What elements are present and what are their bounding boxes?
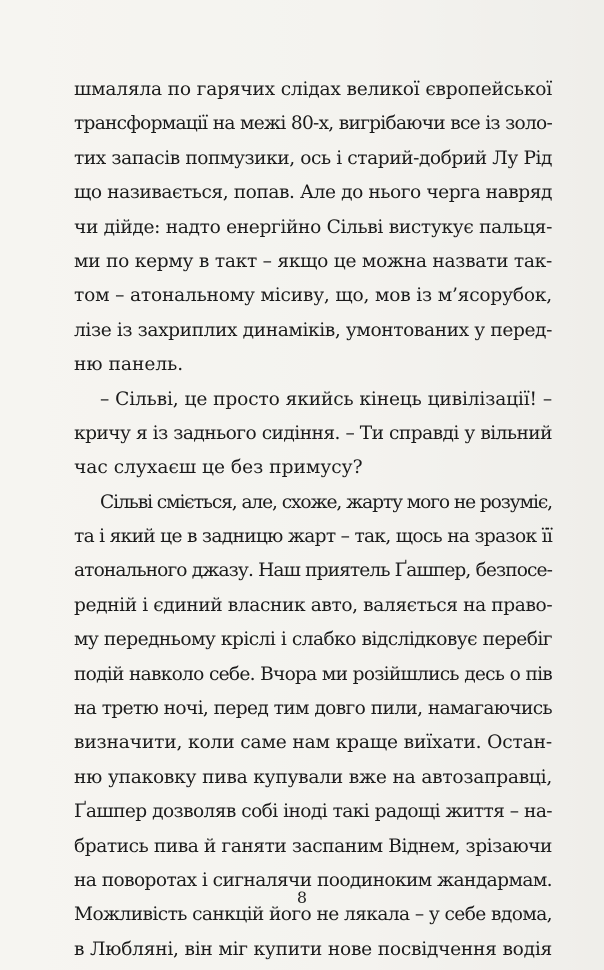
text-line-21: ню упаковку пива купували вже на автозаправці,	[74, 766, 552, 788]
text-line-11: кричу я із заднього сидіння. – Ти справді у вільний	[74, 422, 552, 444]
text-line-22: Ґашпер дозволяв собі іноді такі радощі життя – на-	[74, 801, 552, 823]
text-line-13: Сільві сміється, але, схоже, жарту мого не розуміє,	[100, 491, 552, 513]
text-line-19: на третю ночі, перед тим довго пили, намагаючись	[74, 698, 552, 720]
text-line-23: братись пива й ганяти заспаним Віднем, зрізаючи	[74, 835, 552, 857]
text-line-1: шмаляла по гарячих слідах великої європейської	[74, 79, 552, 100]
text-line-26: в Любляні, він міг купити нове посвідчення водія	[74, 938, 552, 960]
text-line-2: трансформації на межі 80-х, вигрібаючи все із золо-	[74, 113, 552, 135]
text-line-17: му передньому кріслі і слабко відслідковує перебіг	[74, 629, 552, 651]
text-line-8: лізе із захриплих динаміків, умонтованих у перед-	[74, 319, 552, 341]
text-line-3: тих запасів попмузики, ось і старий-добрий Лу Рід	[74, 147, 552, 169]
text-line-18: подій навколо себе. Вчора ми розійшлись десь о пів	[74, 663, 552, 685]
text-line-4: що називається, попав. Але до нього черга навряд	[74, 182, 552, 204]
text-line-7: том – атональному місиву, що, мов із м’ясорубок,	[74, 285, 552, 307]
text-line-5: чи дійде: надто енергійно Сільві вистукує пальця-	[74, 216, 552, 238]
text-line-6: ми по керму в такт – якщо це можна назвати так-	[74, 250, 552, 272]
text-line-25: Можливість санкцій його не лякала – у себе вдома,	[74, 904, 552, 926]
text-line-14: та і який це в задницю жарт – так, щось на зразок її	[74, 526, 553, 548]
text-line-10: – Сільві, це просто якийсь кінець цивілізації! –	[100, 388, 552, 410]
page-number: 8	[296, 888, 308, 907]
text-line-20: визначити, коли саме нам краще виїхати. Остан-	[74, 732, 552, 754]
text-line-9: ню панель.	[74, 354, 184, 376]
text-line-15: атонального джазу. Наш приятель Ґашпер, безпосе-	[74, 560, 552, 582]
text-line-16: редній і єдиний власник авто, валяється на право-	[74, 594, 553, 616]
text-line-24: на поворотах і сигналячи поодиноким жандармам.	[74, 869, 552, 891]
body-text	[74, 73, 552, 967]
text-line-12: час слухаєш це без примусу?	[74, 457, 363, 479]
